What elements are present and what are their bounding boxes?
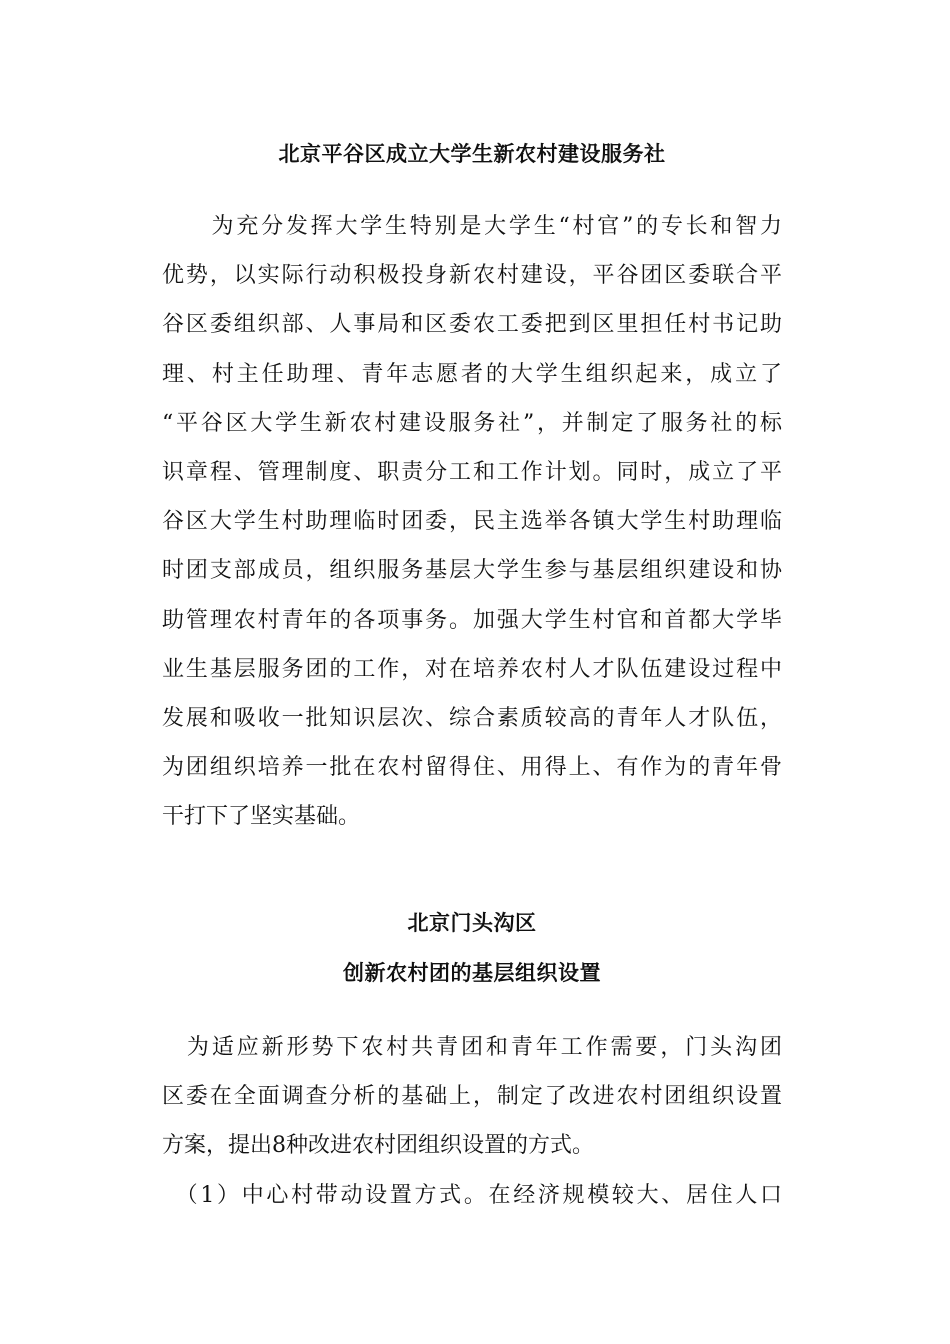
paragraph-line: 为适应新形势下农村共青团和青年工作需要，门头沟团	[162, 1035, 782, 1060]
paragraph-line: 识章程、管理制度、职责分工和工作计划。同时，成立了平	[162, 459, 782, 485]
paragraph-line: 为充分发挥大学生特别是大学生“村官”的专长和智力	[162, 214, 782, 239]
paragraph-line: 理、村主任助理、青年志愿者的大学生组织起来，成立了	[162, 361, 782, 387]
paragraph-line: 谷区委组织部、人事局和区委农工委把到区里担任村书记助	[162, 312, 782, 338]
section-2-title-line2: 创新农村团的基层组织设置	[343, 961, 601, 985]
section-2-paragraph-2	[162, 1171, 782, 1220]
paragraph-line: 干打下了坚实基础。	[162, 804, 361, 830]
paragraph-line: 业生基层服务团的工作，对在培养农村人才队伍建设过程中	[162, 656, 782, 682]
paragraph-line: 区委在全面调查分析的基础上，制定了改进农村团组织设置	[162, 1084, 782, 1110]
section-1-title: 北京平谷区成立大学生新农村建设服务社	[278, 142, 666, 166]
paragraph-line: 发展和吸收一批知识层次、综合素质较高的青年人才队伍，	[162, 705, 782, 731]
paragraph-line: 谷区大学生村助理临时团委，民主选举各镇大学生村助理临	[162, 509, 782, 535]
section-2-paragraph-1	[162, 1023, 782, 1171]
paragraph-line: “平谷区大学生新农村建设服务社”，并制定了服务社的标	[162, 410, 782, 436]
paragraph-line: 优势，以实际行动积极投身新农村建设，平谷团区委联合平	[162, 263, 782, 289]
paragraph-line: 时团支部成员，组织服务基层大学生参与基层组织建设和协	[162, 558, 782, 584]
paragraph-line: （1）中心村带动设置方式。在经济规模较大、居住人口	[162, 1183, 782, 1208]
paragraph-line: 为团组织培养一批在农村留得住、用得上、有作为的青年骨	[162, 755, 782, 781]
section-2-title-line1: 北京门头沟区	[407, 911, 537, 935]
section-1-paragraph	[162, 202, 782, 841]
paragraph-line: 助管理农村青年的各项事务。加强大学生村官和首都大学毕	[162, 607, 782, 633]
paragraph-line: 方案，提出8种改进农村团组织设置的方式。	[162, 1133, 594, 1159]
